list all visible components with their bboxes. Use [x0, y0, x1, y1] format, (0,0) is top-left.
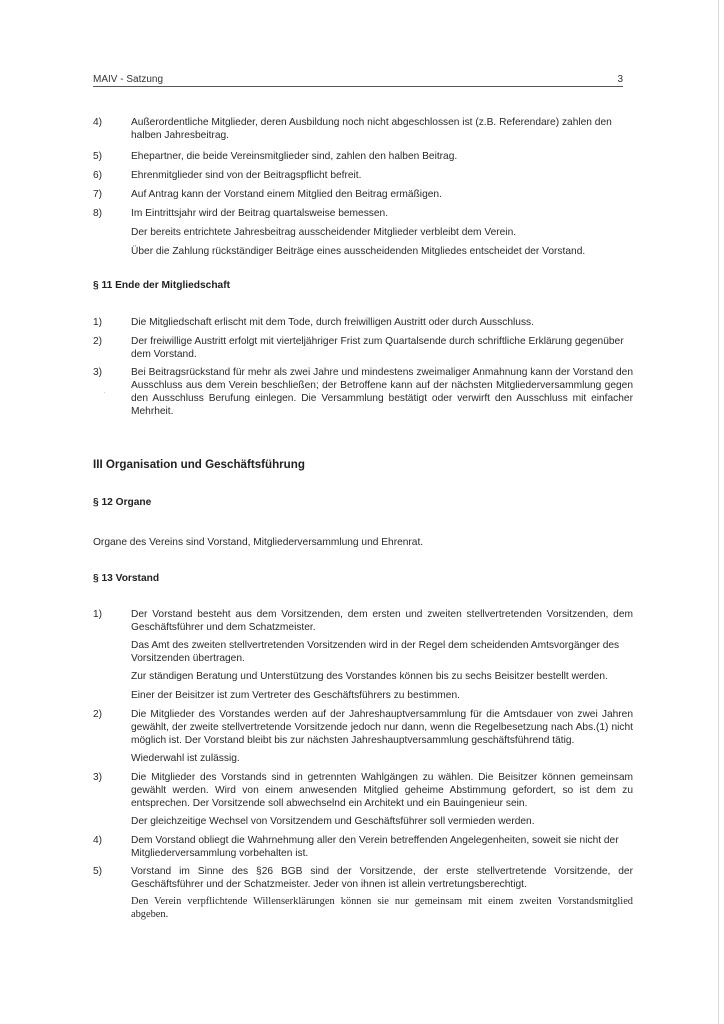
item-text: Der freiwillige Austritt erfolgt mit vierteljähriger Frist zum Quartalsende durch schriftliche Erklärung gegenüber dem Vorstand. [131, 336, 624, 360]
item-text: Außerordentliche Mitglieder, deren Ausbildung noch nicht abgeschlossen ist (z.B. Referendare) zahlen den halben Jahresbeitrag. [131, 117, 612, 141]
item-text: Bei Beitragsrückstand für mehr als zwei Jahre und mindestens zweimaliger Anmahnung kann der Vorstand den Ausschluss aus dem Verein beschließen; der Betroffene kann auf der nächsten Mitgliederversammlung gegen den Ausschluss Berufung einlegen. Die Versammlung bestätigt oder verwirft den Ausschluss mit einfacher Mehrheit. [131, 367, 633, 417]
document-title: MAIV - Satzung [93, 74, 164, 85]
section-12-text: Organe des Vereins sind Vorstand, Mitgliederversammlung und Ehrenrat. [93, 537, 424, 548]
section-12-heading: § 12 Organe [93, 497, 152, 508]
item-text: Dem Vorstand obliegt die Wahrnehmung aller den Verein betreffenden Angelegenheiten, soweit sie nicht der Mitgliederversammlung vorbehalten ist. [131, 835, 619, 859]
page-header [93, 72, 623, 87]
page-edge-line [718, 0, 719, 1024]
item-number: 2) [93, 336, 103, 347]
item-number: 8) [93, 208, 103, 219]
section-13-item-2-paragraph: Wiederwahl ist zulässig. [131, 753, 240, 764]
item-number: 5) [93, 151, 103, 162]
section-13-item-1-paragraph: Das Amt des zweiten stellvertretenden Vorsitzenden wird in der Regel dem scheidenden Amtsvorgänger des Vorsitzenden übertragen. [131, 640, 620, 664]
item-text: Die Mitglieder des Vorstands sind in getrennten Wahlgängen zu wählen. Die Beisitzer können gemeinsam gewählt werden. Wird von einem anwesenden Mitglied geheime Abstimmung gefordert, so ist dem zu entsprechen. Der Vorsitzende soll abwechselnd ein Architekt und ein Bauingenieur sein. [131, 772, 633, 809]
section-13-item-1-paragraph: Zur ständigen Beratung und Unterstützung des Vorstandes können bis zu sechs Beisitzer bestellt werden. [131, 671, 608, 682]
item-number: 4) [93, 835, 103, 846]
scan-speck [104, 392, 105, 393]
item-text: Im Eintrittsjahr wird der Beitrag quartalsweise bemessen. [131, 208, 389, 219]
section-13-heading: § 13 Vorstand [93, 573, 160, 584]
item-text: Die Mitglieder des Vorstandes werden auf der Jahreshauptversammlung für die Amtsdauer von zwei Jahren gewählt, der zweite stellvertretende Vorsitzende jedoch nur dann, wenn die Regelbesetzung nach Abs.(1) nicht möglich ist. Der Vorstand bleibt bis zur nächsten Jahreshauptversammlung geschäftsführend tätig. [131, 709, 633, 746]
item-number: 3) [93, 772, 103, 783]
item-text: Vorstand im Sinne des §26 BGB sind der Vorsitzende, der erste stellvertretende Vorsitzende, der Geschäftsführer und der Schatzmeister. Jeder von ihnen ist allein vertretungsberechtigt. [131, 866, 633, 890]
page-number: 3 [617, 74, 623, 85]
item-number: 7) [93, 189, 103, 200]
item-text: Ehrenmitglieder sind von der Beitragspflicht befreit. [131, 170, 362, 181]
section-11-heading: § 11 Ende der Mitgliedschaft [93, 280, 231, 291]
item-number: 4) [93, 117, 103, 128]
item-text: Ehepartner, die beide Vereinsmitglieder sind, zahlen den halben Beitrag. [131, 151, 458, 162]
item-number: 2) [93, 709, 103, 720]
item-text: Die Mitgliedschaft erlischt mit dem Tode, durch freiwilligen Austritt oder durch Ausschluss. [131, 317, 534, 328]
chapter-3-heading: III Organisation und Geschäftsführung [93, 458, 305, 471]
item-number: 1) [93, 317, 103, 328]
section-13-item-5-paragraph: Den Verein verpflichtende Willenserklärungen können sie nur gemeinsam mit einem zweiten Vorstandsmitglied abgeben. [131, 896, 633, 920]
item-number: 6) [93, 170, 103, 181]
fee-paragraph: Über die Zahlung rückständiger Beiträge eines ausscheidenden Mitgliedes entscheidet der Vorstand. [131, 246, 586, 257]
item-number: 1) [93, 609, 103, 620]
section-13-item-3-paragraph: Der gleichzeitige Wechsel von Vorsitzendem und Geschäftsführer soll vermieden werden. [131, 816, 535, 827]
item-number: 3) [93, 367, 103, 378]
item-text: Auf Antrag kann der Vorstand einem Mitglied den Beitrag ermäßigen. [131, 189, 442, 200]
item-number: 5) [93, 866, 103, 877]
item-text: Der Vorstand besteht aus dem Vorsitzenden, dem ersten und zweiten stellvertretenden Vorsitzenden, dem Geschäftsführer und dem Schatzmeister. [131, 609, 633, 633]
section-13-item-1-paragraph: Einer der Beisitzer ist zum Vertreter des Geschäftsführers zu bestimmen. [131, 690, 460, 701]
fee-paragraph: Der bereits entrichtete Jahresbeitrag ausscheidender Mitglieder verbleibt dem Verein. [131, 227, 517, 238]
